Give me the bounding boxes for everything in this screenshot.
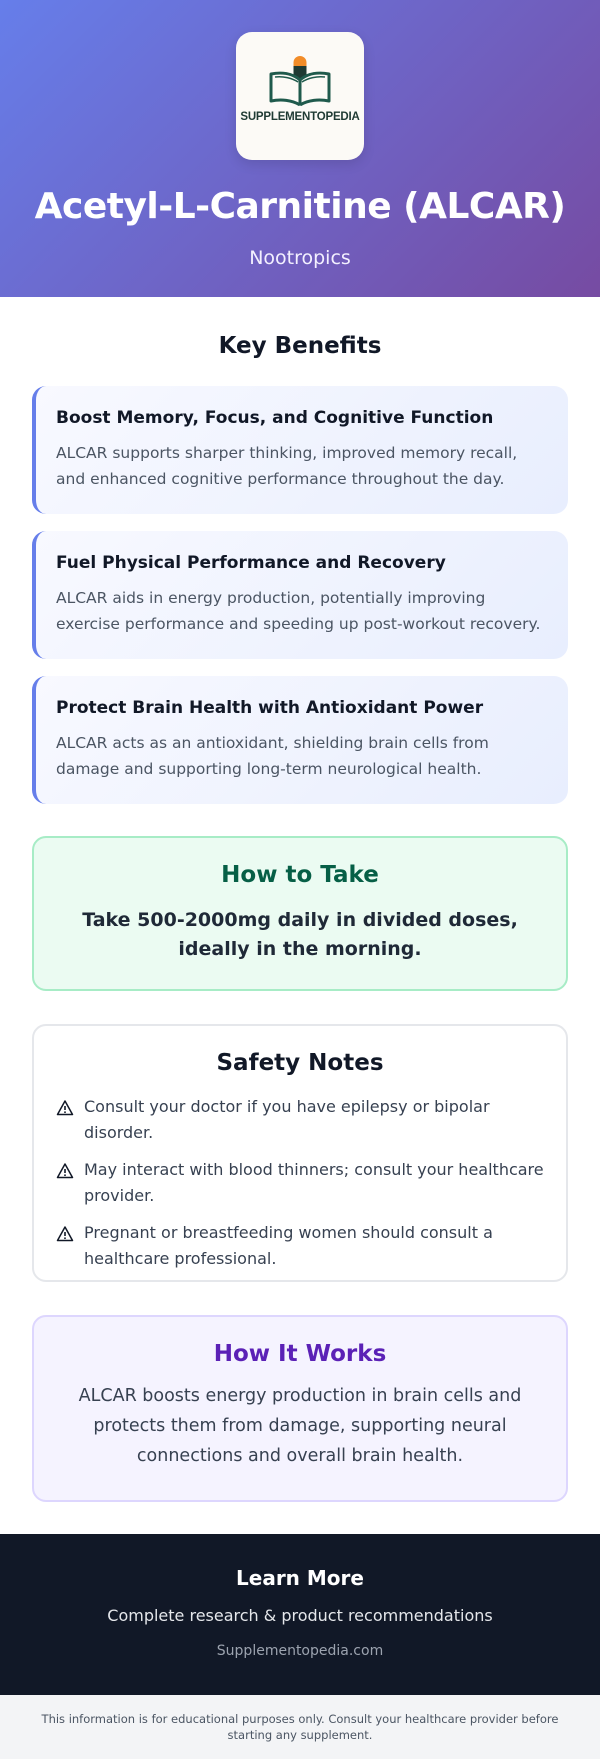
benefit-title: Fuel Physical Performance and Recovery [56, 553, 446, 573]
benefit-title: Boost Memory, Focus, and Cognitive Function [56, 408, 494, 428]
safety-notes-heading: Safety Notes [216, 1050, 384, 1076]
page-title: Acetyl-L-Carnitine (ALCAR) [34, 186, 566, 227]
benefit-card [32, 676, 568, 804]
key-benefits-heading: Key Benefits [218, 333, 382, 359]
warning-icon [56, 1162, 74, 1180]
benefit-title: Protect Brain Health with Antioxidant Power [56, 698, 484, 718]
page-header [0, 0, 600, 297]
how-it-works-heading: How It Works [213, 1341, 387, 1367]
main-content [0, 333, 600, 1502]
open-book-capsule-icon [265, 56, 335, 106]
warning-icon [56, 1099, 74, 1117]
brand-logo[interactable] [236, 32, 364, 160]
brand-logo-text: SUPPLEMENTOPEDIA [240, 111, 360, 123]
how-it-works-card [32, 1315, 568, 1502]
warning-icon [56, 1225, 74, 1243]
website-link[interactable]: Supplementopedia.com [216, 1643, 384, 1659]
benefit-description: ALCAR aids in energy production, potentially improving exercise performance and speeding up post-workout recovery. [56, 589, 541, 633]
how-to-take-heading: How to Take [221, 862, 379, 888]
safety-note-text: Pregnant or breastfeeding women should consult a healthcare professional. [84, 1223, 493, 1268]
safety-note [56, 1094, 544, 1146]
safety-note [56, 1220, 544, 1272]
footer-subtitle: Complete research & product recommendations [107, 1606, 493, 1625]
learn-more-heading: Learn More [236, 1566, 364, 1590]
dosage-text: Take 500-2000mg daily in divided doses, ideally in the morning. [82, 909, 518, 960]
safety-notes-list [56, 1094, 544, 1272]
disclaimer: This information is for educational purposes only. Consult your healthcare provider before starting any supplement. [0, 1695, 600, 1759]
safety-note-text: Consult your doctor if you have epilepsy or bipolar disorder. [84, 1097, 490, 1142]
safety-notes-card [32, 1024, 568, 1282]
category-label: Nootropics [249, 247, 351, 269]
benefit-description: ALCAR acts as an antioxidant, shielding brain cells from damage and supporting long-term neurological health. [56, 734, 489, 778]
footer [0, 1534, 600, 1695]
benefit-card [32, 386, 568, 514]
benefit-description: ALCAR supports sharper thinking, improved memory recall, and enhanced cognitive performance throughout the day. [56, 444, 518, 488]
benefit-card [32, 531, 568, 659]
safety-note [56, 1157, 544, 1209]
mechanism-text: ALCAR boosts energy production in brain cells and protects them from damage, supporting neural connections and overall brain health. [78, 1386, 522, 1466]
how-to-take-card [32, 836, 568, 991]
safety-note-text: May interact with blood thinners; consult your healthcare provider. [84, 1160, 544, 1205]
